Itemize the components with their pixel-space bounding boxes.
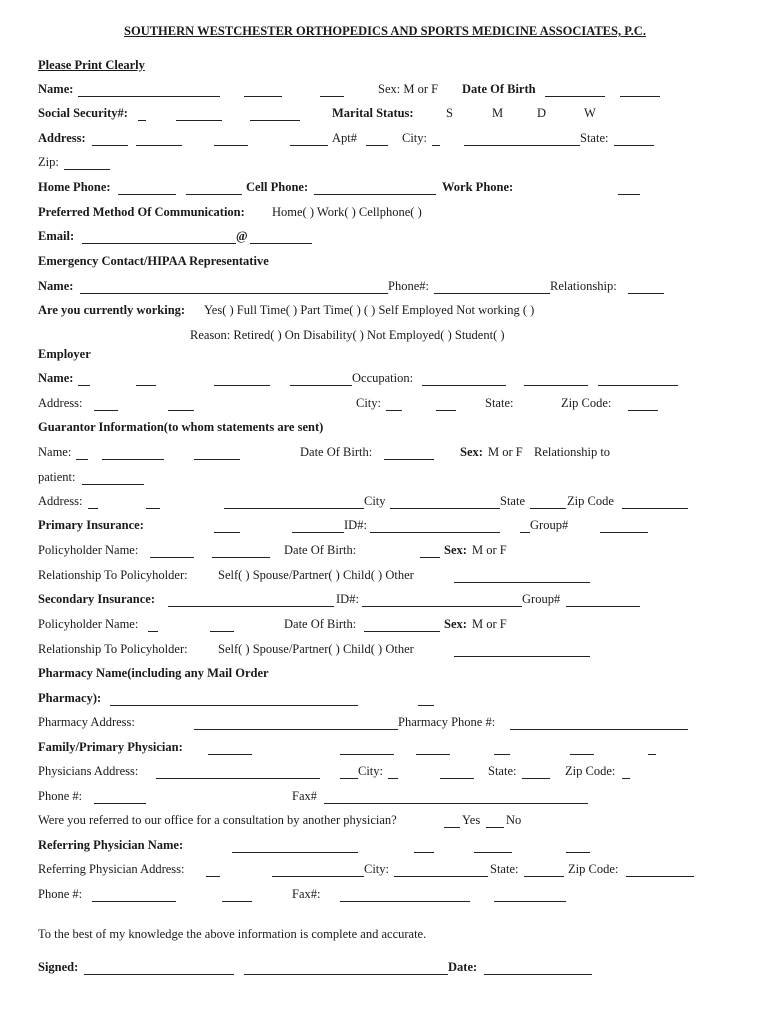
primary-id-label: ID#: <box>344 518 367 532</box>
ssn-field-3[interactable] <box>250 120 300 121</box>
home-phone-label: Home Phone: <box>38 180 111 194</box>
primary-dob-field[interactable] <box>420 557 440 558</box>
apt-field[interactable] <box>366 145 388 146</box>
referral-no-field[interactable] <box>486 827 504 828</box>
attestation-statement: To the best of my knowledge the above information is complete and accurate. <box>38 927 427 941</box>
employer-city-field[interactable] <box>386 410 402 411</box>
marital-status-label: Marital Status: <box>332 106 414 120</box>
physician-city-field-2[interactable] <box>440 778 474 779</box>
pharmacy-address-field[interactable] <box>194 729 398 730</box>
secondary-other-field[interactable] <box>454 656 590 657</box>
date-field[interactable] <box>484 974 592 975</box>
guarantor-relationship-field[interactable] <box>82 484 144 485</box>
work-phone-field[interactable] <box>618 194 640 195</box>
referral-yes-label: Yes <box>462 813 481 827</box>
referring-address-label: Referring Physician Address: <box>38 862 185 876</box>
emergency-heading: Emergency Contact/HIPAA Representative <box>38 254 269 268</box>
guarantor-name-field-2[interactable] <box>102 459 164 460</box>
working-options[interactable]: Yes( ) Full Time( ) Part Time( ) ( ) Self Employed Not working ( ) <box>204 303 535 317</box>
state-label: State: <box>580 131 609 145</box>
emergency-relationship-label: Relationship: <box>550 279 617 293</box>
referral-yes-field[interactable] <box>444 827 460 828</box>
primary-id-field[interactable] <box>370 532 500 533</box>
guarantor-address-field-3[interactable] <box>224 508 364 509</box>
referring-phone-field-2[interactable] <box>222 901 252 902</box>
patient-name-field[interactable] <box>78 96 220 97</box>
primary-holder-field-2[interactable] <box>212 557 270 558</box>
referring-physician-name-label: Referring Physician Name: <box>38 838 184 852</box>
occupation-label: Occupation: <box>352 371 414 385</box>
pharmacy-heading: Pharmacy Name(including any Mail Order <box>38 666 269 680</box>
pharmacy-heading-2: Pharmacy): <box>38 691 102 705</box>
primary-relationship-options[interactable]: Self( ) Spouse/Partner( ) Child( ) Other <box>218 568 414 582</box>
patient-dob-field[interactable] <box>545 96 605 97</box>
guarantor-sex-label: Sex: <box>460 445 483 459</box>
ssn-field[interactable] <box>138 120 146 121</box>
referring-phone-field[interactable] <box>92 901 176 902</box>
email-user-field[interactable] <box>82 243 236 244</box>
physician-state-label: State: <box>488 764 517 778</box>
physician-address-field[interactable] <box>156 778 320 779</box>
primary-holder-label: Policyholder Name: <box>38 543 139 557</box>
referral-question: Were you referred to our office for a consultation by another physician? <box>38 813 397 827</box>
secondary-insurance-field[interactable] <box>168 606 334 607</box>
primary-group-lead[interactable] <box>520 532 530 533</box>
employer-name-field-4[interactable] <box>290 385 352 386</box>
emergency-name-label: Name: <box>38 279 74 293</box>
patient-name-field-3[interactable] <box>320 96 344 97</box>
signed-label: Signed: <box>38 960 79 974</box>
employer-address-field[interactable] <box>94 410 118 411</box>
employer-address-label: Address: <box>38 396 83 410</box>
referring-zip-field[interactable] <box>626 876 694 877</box>
pharmacy-name-field-2[interactable] <box>418 705 434 706</box>
form-title: SOUTHERN WESTCHESTER ORTHOPEDICS AND SPORTS MEDICINE ASSOCIATES, P.C. <box>124 24 646 38</box>
address-field[interactable] <box>92 145 128 146</box>
referring-fax-field[interactable] <box>340 901 470 902</box>
state-field[interactable] <box>614 145 654 146</box>
guarantor-state-label: State <box>500 494 525 508</box>
occupation-field-3[interactable] <box>598 385 678 386</box>
guarantor-zip-field[interactable] <box>622 508 688 509</box>
email-domain-field[interactable] <box>250 243 312 244</box>
secondary-sex-label: Sex: <box>444 617 467 631</box>
physician-name-field-6[interactable] <box>648 754 656 755</box>
zip-label: Zip: <box>38 155 59 169</box>
referring-state-label: State: <box>490 862 519 876</box>
guarantor-dob-label: Date Of Birth: <box>300 445 373 459</box>
physician-fax-field[interactable] <box>324 803 588 804</box>
physician-name-field-2[interactable] <box>340 754 394 755</box>
employer-address-field-2[interactable] <box>168 410 194 411</box>
employer-city-field-2[interactable] <box>436 410 456 411</box>
secondary-holder-label: Policyholder Name: <box>38 617 139 631</box>
primary-dob-label: Date Of Birth: <box>284 543 357 557</box>
primary-sex-label: Sex: <box>444 543 467 557</box>
cell-phone-field[interactable] <box>314 194 436 195</box>
physician-phone-label: Phone #: <box>38 789 83 803</box>
physician-zip-field[interactable] <box>622 778 630 779</box>
address-field-3[interactable] <box>214 145 248 146</box>
guarantor-name-label: Name: <box>38 445 72 459</box>
referring-physician-name-field-4[interactable] <box>566 852 590 853</box>
primary-group-label: Group# <box>530 518 569 532</box>
not-working-reason[interactable]: Reason: Retired( ) On Disability( ) Not Employed( ) Student( ) <box>190 328 505 342</box>
work-phone-label: Work Phone: <box>442 180 514 194</box>
patient-sex-label: Sex: M or F <box>378 82 439 96</box>
emergency-phone-field[interactable] <box>434 293 550 294</box>
physician-city-label: City: <box>358 764 384 778</box>
zip-field[interactable] <box>64 169 110 170</box>
secondary-id-field[interactable] <box>362 606 522 607</box>
guarantor-sex-options[interactable]: M or F <box>488 445 523 459</box>
guarantor-city-field[interactable] <box>390 508 500 509</box>
primary-sex-options[interactable]: M or F <box>472 543 507 557</box>
physician-city-field[interactable] <box>388 778 398 779</box>
primary-holder-field[interactable] <box>150 557 194 558</box>
city-label: City: <box>402 131 428 145</box>
referring-state-field[interactable] <box>524 876 564 877</box>
employer-name-field[interactable] <box>78 385 90 386</box>
referring-fax-field-2[interactable] <box>494 901 566 902</box>
employer-city-label: City: <box>356 396 382 410</box>
physician-name-field-3[interactable] <box>416 754 450 755</box>
date-label: Date: <box>448 960 478 974</box>
referring-physician-name-field-2[interactable] <box>414 852 434 853</box>
marital-option-m[interactable]: M <box>492 106 504 120</box>
address-label: Address: <box>38 131 86 145</box>
primary-insurance-field[interactable] <box>214 532 240 533</box>
physician-name-field-4[interactable] <box>494 754 510 755</box>
ssn-field-2[interactable] <box>176 120 222 121</box>
emergency-phone-label: Phone#: <box>388 279 429 293</box>
physician-zip-label: Zip Code: <box>565 764 616 778</box>
print-clearly-note: Please Print Clearly <box>38 58 145 72</box>
physician-fax-label: Fax# <box>292 789 317 803</box>
cell-phone-label: Cell Phone: <box>246 180 309 194</box>
occupation-field[interactable] <box>422 385 506 386</box>
employer-name-field-3[interactable] <box>214 385 270 386</box>
physician-phone-field[interactable] <box>94 803 146 804</box>
guarantor-dob-field[interactable] <box>384 459 434 460</box>
guarantor-address-label: Address: <box>38 494 83 508</box>
guarantor-address-field[interactable] <box>88 508 98 509</box>
emergency-name-field[interactable] <box>80 293 388 294</box>
guarantor-heading: Guarantor Information(to whom statements are sent) <box>38 420 324 434</box>
primary-relationship-label: Relationship To Policyholder: <box>38 568 188 582</box>
guarantor-name-field-3[interactable] <box>194 459 240 460</box>
primary-insurance-label: Primary Insurance: <box>38 518 144 532</box>
employer-name-field-2[interactable] <box>136 385 156 386</box>
guarantor-city-label: City <box>364 494 386 508</box>
apt-label: Apt# <box>332 131 357 145</box>
referring-physician-name-field[interactable] <box>232 852 358 853</box>
referring-zip-label: Zip Code: <box>568 862 619 876</box>
physician-city-lead[interactable] <box>340 778 358 779</box>
signature-field-2[interactable] <box>244 974 448 975</box>
secondary-group-field[interactable] <box>566 606 640 607</box>
referring-city-field[interactable] <box>394 876 488 877</box>
patient-name-field-2[interactable] <box>244 96 282 97</box>
employer-zip-label: Zip Code: <box>561 396 612 410</box>
primary-insurance-field-2[interactable] <box>292 532 344 533</box>
pharmacy-phone-label: Pharmacy Phone #: <box>398 715 496 729</box>
secondary-holder-field[interactable] <box>148 631 158 632</box>
physician-state-field[interactable] <box>522 778 550 779</box>
patient-dob-label: Date Of Birth <box>462 82 536 96</box>
secondary-id-label: ID#: <box>336 592 359 606</box>
patient-dob-field-2[interactable] <box>620 96 660 97</box>
secondary-holder-field-2[interactable] <box>210 631 234 632</box>
secondary-dob-label: Date Of Birth: <box>284 617 357 631</box>
guarantor-patient-label: patient: <box>38 470 76 484</box>
employer-heading: Employer <box>38 347 91 361</box>
ssn-label: Social Security#: <box>38 106 128 120</box>
secondary-dob-field[interactable] <box>364 631 440 632</box>
city-field[interactable] <box>432 145 440 146</box>
email-at-sign: @ <box>236 229 248 243</box>
referring-physician-name-field-3[interactable] <box>474 852 512 853</box>
secondary-insurance-label: Secondary Insurance: <box>38 592 156 606</box>
guarantor-relationship-label: Relationship to <box>534 445 611 459</box>
primary-group-field[interactable] <box>600 532 648 533</box>
secondary-relationship-options[interactable]: Self( ) Spouse/Partner( ) Child( ) Other <box>218 642 414 656</box>
guarantor-address-field-2[interactable] <box>146 508 160 509</box>
address-field-4[interactable] <box>290 145 328 146</box>
pharmacy-address-label: Pharmacy Address: <box>38 715 135 729</box>
emergency-relationship-field[interactable] <box>628 293 664 294</box>
primary-other-field[interactable] <box>454 582 590 583</box>
home-phone-field[interactable] <box>118 194 176 195</box>
referring-city-label: City: <box>364 862 390 876</box>
preferred-method-label: Preferred Method Of Communication: <box>38 205 245 219</box>
referral-no-label: No <box>506 813 522 827</box>
guarantor-state-field[interactable] <box>530 508 566 509</box>
preferred-method-options[interactable]: Home( ) Work( ) Cellphone( ) <box>272 205 422 219</box>
guarantor-name-field[interactable] <box>76 459 88 460</box>
referring-fax-label: Fax#: <box>292 887 321 901</box>
occupation-field-2[interactable] <box>524 385 588 386</box>
physician-address-label: Physicians Address: <box>38 764 139 778</box>
patient-name-label: Name: <box>38 82 74 96</box>
secondary-group-label: Group# <box>522 592 561 606</box>
employer-state-label: State: <box>485 396 514 410</box>
employer-zip-field[interactable] <box>628 410 658 411</box>
referring-address-field[interactable] <box>206 876 220 877</box>
address-field-2[interactable] <box>136 145 182 146</box>
city-field-2[interactable] <box>464 145 580 146</box>
pharmacy-name-field[interactable] <box>110 705 358 706</box>
marital-option-w[interactable]: W <box>584 106 596 120</box>
employer-name-label: Name: <box>38 371 74 385</box>
email-label: Email: <box>38 229 75 243</box>
signature-field[interactable] <box>84 974 234 975</box>
home-phone-field-2[interactable] <box>186 194 242 195</box>
marital-option-d[interactable]: D <box>537 106 547 120</box>
pharmacy-phone-field[interactable] <box>510 729 688 730</box>
secondary-sex-options[interactable]: M or F <box>472 617 507 631</box>
referring-address-field-2[interactable] <box>272 876 364 877</box>
physician-name-field-5[interactable] <box>570 754 594 755</box>
working-question: Are you currently working: <box>38 303 186 317</box>
guarantor-zip-label: Zip Code <box>567 494 614 508</box>
secondary-relationship-label: Relationship To Policyholder: <box>38 642 188 656</box>
physician-heading: Family/Primary Physician: <box>38 740 183 754</box>
marital-option-s[interactable]: S <box>446 106 453 120</box>
referring-phone-label: Phone #: <box>38 887 83 901</box>
physician-name-field[interactable] <box>208 754 252 755</box>
